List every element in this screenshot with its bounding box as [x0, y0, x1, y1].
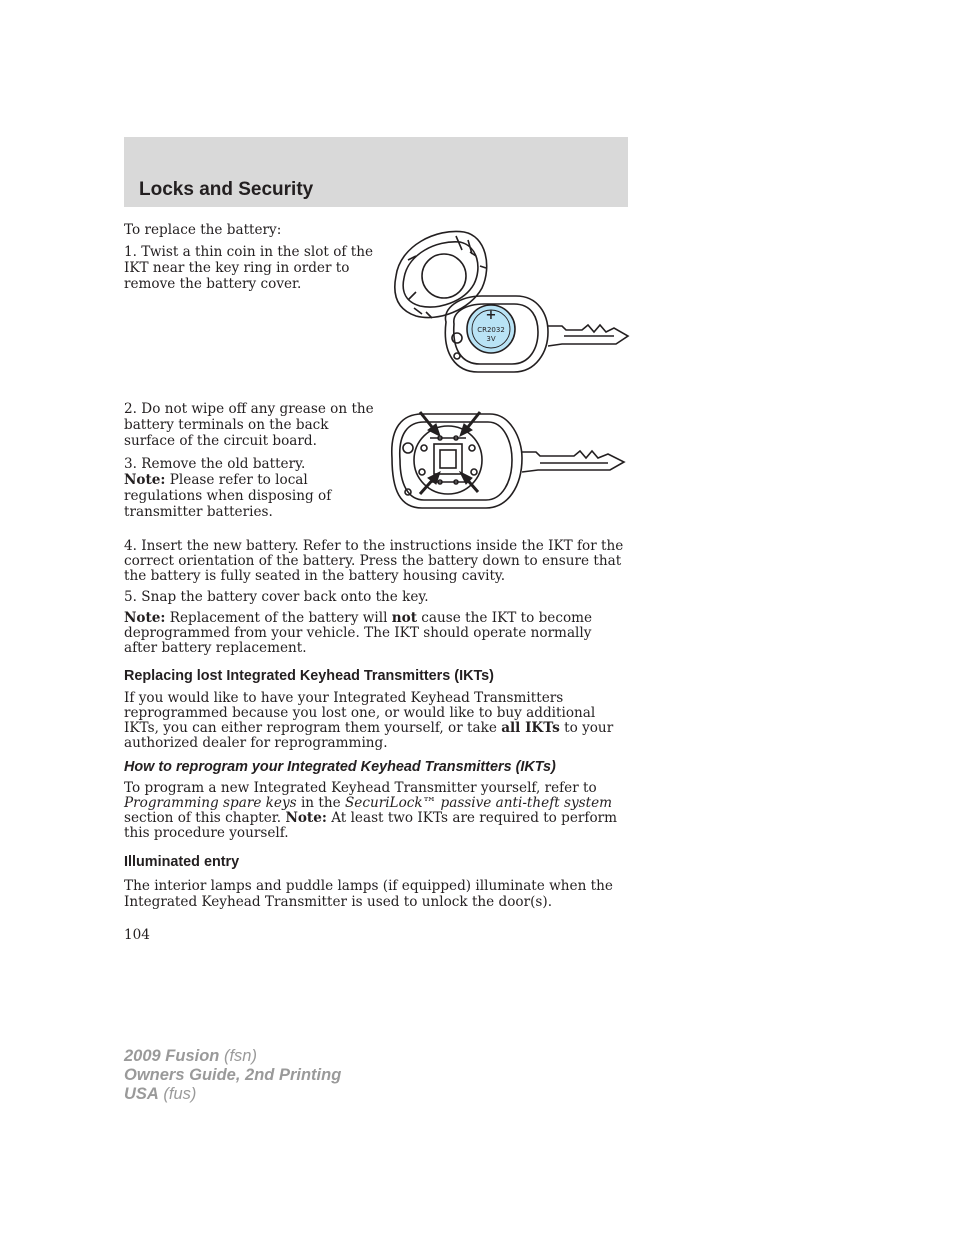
reprogram-text-2: in the [296, 795, 345, 811]
replacing-lost-ikts-text [124, 691, 628, 751]
reprogram-text [124, 781, 628, 841]
replacement-note-text-2: cause the IKT to become deprogrammed from your vehicle. The IKT should operate normally after battery replacement. [124, 610, 593, 656]
battery-voltage-label: 3V [486, 335, 496, 343]
reprogram-note-label: Note: [285, 810, 327, 826]
replacement-note-label: Note: [124, 610, 166, 626]
replacing-lost-text-2: to your authorized dealer for reprogramming. [124, 720, 614, 751]
replacing-lost-text-1: If you would like to have your Integrated Keyhead Transmitters reprogrammed because you lost one, or would like to buy additional IKTs, you can either reprogram them yourself, or take [124, 690, 596, 736]
footer-market: USA [124, 1085, 159, 1103]
reprogram-ref-securilock: SecuriLock™ passive anti-theft system [344, 795, 613, 811]
circuit-board-figure [386, 408, 632, 516]
illuminated-entry-text: The interior lamps and puddle lamps (if equipped) illuminate when the Integrated Keyhead Transmitter is used to unlock the door(s). [124, 878, 613, 910]
battery-cover-figure [386, 226, 632, 378]
heading-illuminated-entry: Illuminated entry [124, 854, 240, 870]
battery-model-label: CR2032 [477, 326, 505, 334]
battery-plus-label: + [485, 308, 497, 323]
heading-how-to-reprogram: How to reprogram your Integrated Keyhead Transmitters (IKTs) [124, 759, 556, 775]
page-number: 104 [124, 927, 150, 943]
chapter-title: Locks and Security [139, 179, 314, 200]
replacement-note-text-1: Replacement of the battery will [165, 610, 392, 626]
step-3-line: 3. Remove the old battery. [124, 456, 306, 472]
step-5-text: 5. Snap the battery cover back onto the key. [124, 589, 429, 605]
step-4-text: 4. Insert the new battery. Refer to the instructions inside the IKT for the correct orientation of the battery. Press the battery down to ensure that the battery is fully seated in the battery housing cavity. [124, 538, 624, 584]
intro-text: To replace the battery: [124, 222, 282, 238]
reprogram-ref-programming-spare-keys: Programming spare keys [124, 795, 297, 811]
reprogram-text-4: At least two IKTs are required to perform this procedure yourself. [124, 810, 618, 841]
chapter-header-band [124, 137, 628, 207]
footer-guide: Owners Guide, 2nd Printing [124, 1066, 342, 1084]
step-3-note-text: Please refer to local regulations when disposing of transmitter batteries. [124, 472, 332, 520]
reprogram-text-3: section of this chapter. [124, 810, 286, 826]
reprogram-text-1: To program a new Integrated Keyhead Transmitter yourself, refer to [124, 780, 597, 796]
footer-market-code: (fus) [158, 1085, 197, 1103]
step-2-text: 2. Do not wipe off any grease on the battery terminals on the back surface of the circuit board. [124, 401, 374, 449]
heading-replacing-lost-ikts: Replacing lost Integrated Keyhead Transmitters (IKTs) [124, 668, 494, 684]
step-3-note-label: Note: [124, 472, 166, 488]
replacement-note [124, 611, 628, 656]
replacement-note-bold: not [391, 610, 417, 626]
footer-model: 2009 Fusion [124, 1047, 220, 1065]
step-3-text [124, 456, 380, 520]
footer-model-code: (fsn) [219, 1047, 257, 1065]
replacing-lost-bold: all IKTs [501, 720, 560, 736]
footer-edition-info [124, 1047, 341, 1104]
step-1-text: 1. Twist a thin coin in the slot of the IKT near the key ring in order to remove the battery cover. [124, 244, 374, 292]
